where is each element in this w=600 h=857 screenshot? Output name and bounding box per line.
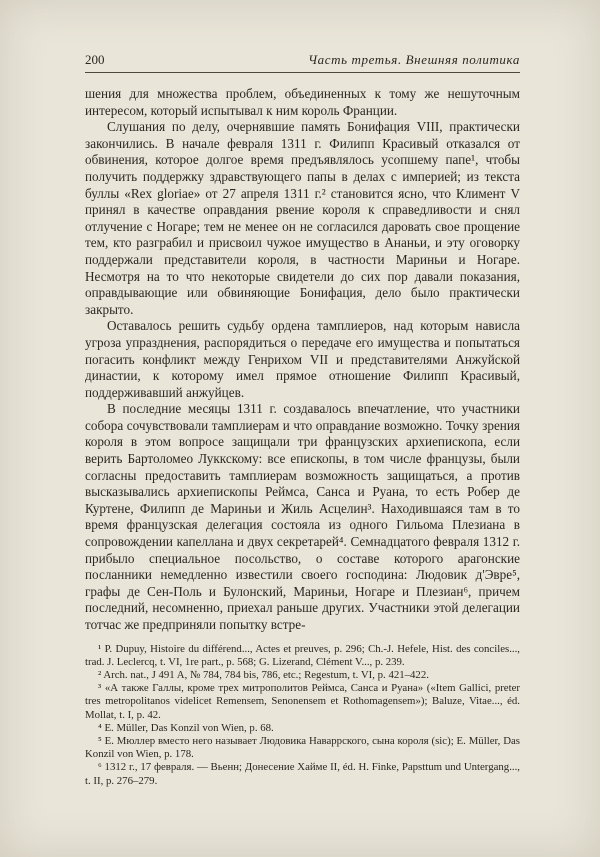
footnote: ¹ P. Dupuy, Histoire du différend..., Actes et preuves, p. 296; Ch.-J. Hefele, Hist. des conciles..., trad. J. Leclercq, t. VI, 1re part., p. 568; G. Lizerand, Clément V..., p. 239. [85, 642, 520, 668]
footnote: ⁶ 1312 г., 17 февраля. — Вьенн; Донесение Хайме II, éd. H. Finke, Papsttum und Untergang..., t. II, p. 276–279. [85, 761, 520, 787]
paragraph: Оставалось решить судьбу ордена тамплиеров, над которым нависла угроза упразднения, распорядиться о передаче его имущества и попытаться погасить конфликт между Генрихом VII и представителями Анжуйской династии, к которому имел прямое отношение Филипп Красивый, поддерживавший анжуйцев. [85, 318, 520, 400]
footnote: ³ «А также Галлы, кроме трех митрополитов Реймса, Санса и Руана» («Item Gallici, preter tres metropolitanos videlicet Remensem, Senonensem et Rothomagensem»); Baluze, Vitae..., éd. Mollat, t. I, p. 42. [85, 682, 520, 721]
footnote: ² Arch. nat., J 491 A, № 784, 784 bis, 786, etc.; Regestum, t. VI, p. 421–422. [98, 669, 429, 681]
footnote: ⁵ Е. Мюллер вместо него называет Людовика Наваррского, сына короля (sic); E. Müller, Das Konzil von Wien, p. 178. [85, 735, 520, 761]
body-text [85, 86, 520, 634]
paragraph: Слушания по делу, очернявшие память Бонифация VIII, практически закончились. В начале февраля 1311 г. Филипп Красивый отказался от обвинения, которое долгое время предъявлялось усопшему папе¹, чтобы получить поддержку здравствующего папы в делах с империей; из текста буллы «Rex gloriae» от 27 апреля 1311 г.² становится ясно, что Климент V принял в качестве оправдания рвение короля к справедливости и снял отлучение с Ногаре; тем не менее он не согласился даровать свое прощение тем, кто разграбил и присвоил чужое имущество в Ананьи, и эту оговорку поддержали представители короля, в частности Мариньи и Ногаре. Несмотря на то что некоторые свидетели до сих пор давали показания, оправдывающие или обвиняющие Бонифация, дело было практически закрыто. [85, 119, 520, 317]
running-title: Часть третья. Внешняя политика [308, 52, 520, 67]
header-rule [85, 72, 520, 73]
paragraph: шения для множества проблем, объединенных к тому же нешуточным интересом, который испытывал к ним король Франции. [85, 86, 520, 118]
paragraph: В последние месяцы 1311 г. создавалось впечатление, что участники собора сочувствовали тамплиерам и что оправдание возможно. Точку зрения короля в этом вопросе защищали три французских архиепископа, если верить Бартоломео Луккскому: все епископы, в том числе французы, были согласны предоставить тамплиерам возможность защищаться, а против высказывались архиепископы Реймса, Санса и Руана, то есть Робер де Куртене, Филипп де Мариньи и Жиль Асцелин³. Находившаяся там в то время французская делегация состояла из одного Гильома Плезиана в сопровождении капеллана и двух секретарей⁴. Семнадцатого февраля 1312 г. прибыло специальное посольство, о составе которого арагонские посланники немедленно известили своего господина: Людовик д'Эвре⁵, графы де Сен-Поль и Булонский, Мариньи, Ногаре и Плезиан⁶, причем последний, несомненно, приехал раньше других. Участники этой делегации тотчас же предприняли попытку встре- [85, 401, 520, 632]
page-number: 200 [85, 52, 105, 67]
footnote: ⁴ E. Müller, Das Konzil von Wien, p. 68. [98, 721, 274, 734]
footnotes [85, 643, 520, 788]
page-header [85, 52, 520, 68]
